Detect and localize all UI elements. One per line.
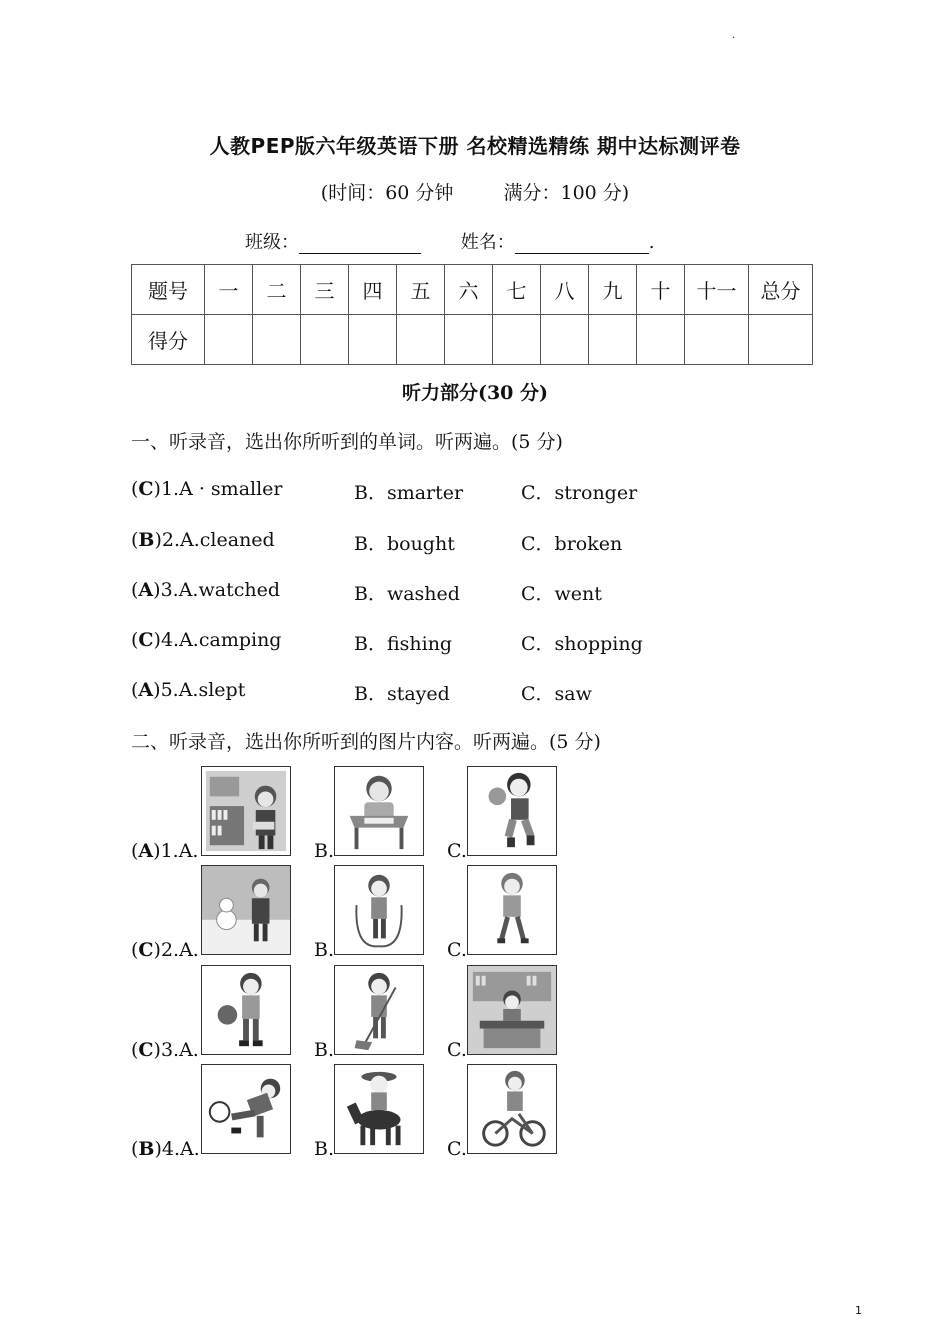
answer-label: (C)3.A. [131,1039,199,1061]
option-c: C．shopping [521,633,643,655]
option-a-label: )1.A. [153,840,199,862]
part1-heading [131,427,563,454]
option-b-label: B. [314,1039,335,1061]
answer-letter: C [138,1039,154,1061]
score-cell[interactable] [301,315,349,365]
answer-letter: C [138,939,154,961]
option-c-label: C. [447,1039,467,1061]
boy-reading-library-icon[interactable] [201,766,291,856]
score-cell[interactable] [493,315,541,365]
score-cell[interactable] [637,315,685,365]
option-b: B．fishing [354,633,453,655]
score-cell[interactable] [397,315,445,365]
time-label: (时间：60 分钟 [320,182,454,204]
part2-points: (5 分) [549,731,601,753]
option-a-label: )3.A. [153,1039,199,1061]
option-c: C．saw [521,683,592,705]
score-header-cell: 十 [637,265,685,315]
score-cell[interactable] [205,315,253,365]
boy-reading-desk-icon[interactable] [467,965,557,1055]
answer-letter: C [138,629,154,651]
exam-info [0,178,950,205]
score-label: 满分：100 分) [503,182,630,204]
option-b-label: B. [314,1138,335,1160]
boy-playing-icon[interactable] [467,766,557,856]
score-cell[interactable] [749,315,813,365]
class-label: 班级： [245,232,299,253]
score-cell[interactable] [253,315,301,365]
part2-heading-text: 二、听录音，选出你所听到的图片内容。听两遍。 [131,731,550,753]
score-table-header-row [132,265,813,315]
option-a: )3.A.watched [153,579,280,601]
option-a: )4.A.camping [153,629,282,651]
name-blank[interactable] [515,235,649,254]
answer-letter: A [138,679,154,701]
boy-riding-bike-icon[interactable] [467,1064,557,1154]
score-row-label: 得分 [132,315,205,365]
option-c-label: C. [447,939,467,961]
answer-letter: B [138,529,155,551]
option-b: B．smarter [354,482,464,504]
score-table-score-row [132,315,813,365]
answer-letter: A [138,840,154,862]
option-a: )2.A.cleaned [154,529,275,551]
class-blank[interactable] [299,235,421,254]
option-b: B．stayed [354,683,450,705]
boy-riding-horse-icon[interactable] [334,1064,424,1154]
score-cell[interactable] [349,315,397,365]
score-header-cell: 十一 [685,265,749,315]
option-b: B．bought [354,533,455,555]
score-table [131,264,813,365]
page-number: 1 [855,1304,862,1317]
corner-dot: . [732,30,736,41]
girl-snowman-icon[interactable] [201,865,291,955]
answer-letter: A [138,579,154,601]
girl-skipping-rope-icon[interactable] [334,865,424,955]
option-a-label: )2.A. [153,939,199,961]
score-header-cell: 九 [589,265,637,315]
score-cell[interactable] [445,315,493,365]
part2-heading [131,727,601,754]
page-title: 人教PEP版六年级英语下册 名校精选精练 期中达标测评卷 [209,134,741,158]
option-c-label: C. [447,1138,467,1160]
boy-basketball-icon[interactable] [201,965,291,1055]
boy-at-desk-icon[interactable] [334,766,424,856]
option-b-label: B. [314,840,335,862]
girl-walking-icon[interactable] [467,865,557,955]
answer-letter: B [138,1138,155,1160]
score-cell[interactable] [589,315,637,365]
score-cell[interactable] [685,315,749,365]
part1-item: (C)4.A.camping B．fishing C．shopping [131,629,643,655]
part1-item: (A)3.A.watched B．washed C．went [131,579,602,605]
boy-sweeping-icon[interactable] [334,965,424,1055]
answer-letter: C [138,478,154,500]
option-a-label: )4.A. [154,1138,200,1160]
score-header-cell: 五 [397,265,445,315]
option-c-label: C. [447,840,467,862]
part1-points: (5 分) [511,431,563,453]
listening-section-heading: 听力部分(30 分) [401,382,549,404]
part1-item: (A)5.A.slept B．stayed C．saw [131,679,592,705]
score-header-cell: 三 [301,265,349,315]
answer-label: (A)1.A. [131,840,199,862]
score-header-cell: 七 [493,265,541,315]
part1-item: (B)2.A.cleaned B．bought C．broken [131,529,623,555]
score-cell[interactable] [541,315,589,365]
student-info-line [245,228,654,254]
score-header-cell: 八 [541,265,589,315]
option-c: C．stronger [521,482,638,504]
score-header-cell: 总分 [749,265,813,315]
score-header-cell: 四 [349,265,397,315]
option-a: )1.A · smaller [153,478,283,500]
option-c: C．broken [521,533,623,555]
name-label: 姓名： [460,232,515,253]
part1-heading-text: 一、听录音，选出你所听到的单词。听两遍。 [131,431,512,453]
score-header-cell: 一 [205,265,253,315]
answer-label: (C)2.A. [131,939,199,961]
score-header-cell: 六 [445,265,493,315]
score-header-cell: 题号 [132,265,205,315]
boy-football-icon[interactable] [201,1064,291,1154]
option-b-label: B. [314,939,335,961]
part1-item: (C)1.A · smaller B．smarter C．stronger [131,478,638,504]
answer-label: (B)4.A. [131,1138,200,1160]
name-tail: . [648,232,655,253]
score-header-cell: 二 [253,265,301,315]
option-b: B．washed [354,583,460,605]
option-c: C．went [521,583,602,605]
option-a: )5.A.slept [153,679,246,701]
